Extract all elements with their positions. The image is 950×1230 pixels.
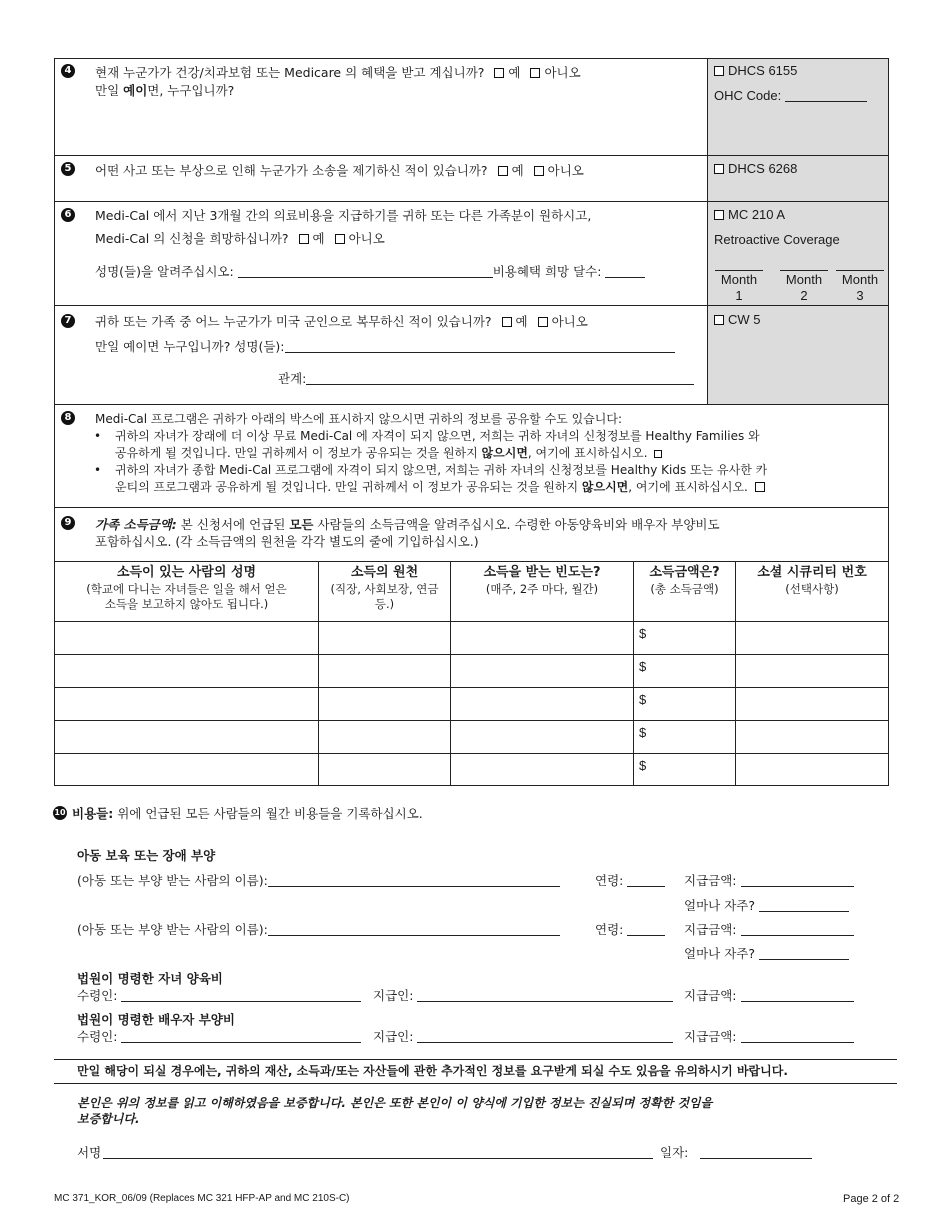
dependent-1-payment-field[interactable] [741,875,854,887]
q5-no-checkbox[interactable] [534,166,544,176]
question-5-number: 5 [61,162,75,176]
spousal-support-title: 법원이 명령한 배우자 부양비 [77,1012,235,1027]
col-ssn-header: 소셜 시큐리티 번호 (선택사항) [757,565,867,596]
income-amount-5[interactable]: $ [639,758,647,773]
question-9-number: 9 [61,516,75,530]
question-10-text: 비용들: 위에 언급된 모든 사람들의 월간 비용들을 기록하십시오. [72,806,423,821]
dependent-2-frequency: 얼마나 자주? [684,946,849,962]
spousal-support-amount: 지급금액: [684,1029,854,1045]
q6-office-checkbox[interactable] [714,210,724,220]
dependent-2-name-field[interactable] [268,924,560,936]
spousal-support-recipient: 수령인: [77,1029,361,1045]
question-8-number: 8 [61,411,75,425]
bullet-1-line1: 귀하의 자녀가 장래에 더 이상 무료 Medi-Cal 에 자격이 되지 않으면, 저희는 귀하 자녀의 신청정보를 Healthy Families 와 [115,429,760,443]
q4-office-checkbox[interactable] [714,66,724,76]
income-amount-2[interactable]: $ [639,659,647,674]
month-2[interactable]: Month 2 [780,270,828,303]
income-amount-4[interactable]: $ [639,725,647,740]
signature-field[interactable] [103,1147,653,1159]
question-7-number: 7 [61,314,75,328]
date-field[interactable] [700,1147,812,1159]
healthy-kids-opt-out-checkbox[interactable] [755,482,765,492]
q7-relation-field[interactable] [306,373,694,385]
dependent-1-name-field[interactable] [268,875,560,887]
bullet-2-line2: 운티의 프로그램과 공유하게 될 것입니다. 만일 귀하께서 이 정보가 공유되는 것을 원하지 않으시면, 여기에 표시하십시오. [115,480,769,495]
q7-no-checkbox[interactable] [538,317,548,327]
question-7-relation: 관계: [278,371,694,387]
question-5-text: 어떤 사고 또는 부상으로 인해 누군가가 소송을 제기하신 적이 있습니까? 예 아니오 [95,163,584,178]
certification-line1: 본인은 위의 정보를 읽고 이해하였음을 보증합니다. 본인은 또한 본인이 이 양식에 기입한 정보는 진실되며 정확한 것임을 [77,1096,713,1110]
month-1[interactable]: Month 1 [715,270,763,303]
q6-yes-checkbox[interactable] [299,234,309,244]
income-amount-1[interactable]: $ [639,626,647,641]
signature-row: 서명 [77,1145,653,1161]
question-7-names: 만일 예이면 누구입니까? 성명(들): [95,339,675,355]
spousal-support-recipient-field[interactable] [121,1031,361,1043]
spousal-support-payer: 지급인: [373,1029,673,1045]
additional-info-notice: 만일 해당이 되실 경우에는, 귀하의 재산, 소득과/또는 자산들에 관한 추가적인 정보를 요구받게 되실 수도 있음을 유의하시기 바랍니다. [77,1064,788,1078]
question-8-intro: Medi-Cal 프로그램은 귀하가 아래의 박스에 표시하지 않으시면 귀하의 정보를 공유할 수도 있습니다: [95,412,622,426]
q7-yes-checkbox[interactable] [502,317,512,327]
question-6-line2: Medi-Cal 의 신청을 희망하십니까? 예 아니오 [95,231,385,246]
question-6-line1: Medi-Cal 에서 지난 3개월 간의 의료비용을 지급하기를 귀하 또는 다른 가족분이 원하시고, [95,208,592,223]
q7-office-checkbox[interactable] [714,315,724,325]
q6-no-checkbox[interactable] [335,234,345,244]
question-4-text: 현재 누군가가 건강/치과보험 또는 Medicare 의 혜택을 받고 계십니까? 예 아니오 [95,65,581,80]
q6-months-field[interactable] [605,266,645,278]
question-10-number: 10 [53,806,67,820]
bullet-1-line2: 공유하게 될 것입니다. 만일 귀하께서 이 정보가 공유되는 것을 원하지 않으시면, 여기에 표시하십시오. [115,446,666,461]
question-9-line1: 가족 소득금액: 본 신청서에 언급된 모든 사람들의 소득금액을 알려주십시오. 수령한 아동양육비와 배우자 부양비도 [95,517,720,532]
q7-names-field[interactable] [285,341,675,353]
dependent-2-payment-field[interactable] [741,924,854,936]
question-6-names: 성명(들)을 알려주십시오: 비용혜택 희망 달수: [95,264,645,280]
child-support-recipient-field[interactable] [121,990,361,1002]
question-6-number: 6 [61,208,75,222]
child-support-payer: 지급인: [373,988,673,1004]
ohc-code-field[interactable] [785,90,867,102]
question-7-text: 귀하 또는 가족 중 어느 누군가가 미국 군인으로 복무하신 적이 있습니까? 예 아니오 [95,314,588,329]
date-row: 일자: [660,1145,812,1161]
col-name-header: 소득이 있는 사람의 성명 (학교에 다니는 자녀들은 일을 해서 얻은 소득을 보고하지 않아도 됩니다.) [86,565,287,611]
care-title: 아동 보육 또는 장애 부양 [77,848,216,863]
q5-yes-checkbox[interactable] [498,166,508,176]
child-support-recipient: 수령인: [77,988,361,1004]
certification-line2: 보증합니다. [77,1112,140,1126]
healthy-families-opt-out-checkbox[interactable] [654,450,662,458]
dependent-2-frequency-field[interactable] [759,948,849,960]
question-4-followup: 만일 예이면, 누구입니까? [95,83,235,98]
dependent-1-payment: 지급금액: [684,873,854,889]
bullet-2-line1: 귀하의 자녀가 종합 Medi-Cal 프로그램에 자격이 되지 않으면, 저희는 귀하 자녀의 신청정보를 Healthy Kids 또는 유사한 카 [115,463,768,477]
q4-side-form: DHCS 6155 [714,63,797,79]
form-id-footer: MC 371_KOR_06/09 (Replaces MC 321 HFP-AP and MC 210S-C) [54,1193,350,1204]
question-4-number: 4 [61,64,75,78]
q7-side-form: CW 5 [714,312,761,328]
spousal-support-payer-field[interactable] [417,1031,673,1043]
col-frequency-header: 소득을 받는 빈도는? (매주, 2주 마다, 월간) [483,565,601,596]
dependent-1-row: (아동 또는 부양 받는 사람의 이름): [77,873,560,889]
dependent-1-age: 연령: [595,873,665,889]
page-number: Page 2 of 2 [843,1193,900,1205]
dependent-1-frequency: 얼마나 자주? [684,898,849,914]
child-support-amount: 지급금액: [684,988,854,1004]
dependent-2-age: 연령: [595,922,665,938]
q5-side-form: DHCS 6268 [714,161,797,177]
dependent-2-payment: 지급금액: [684,922,854,938]
dependent-2-age-field[interactable] [627,924,665,936]
child-support-amount-field[interactable] [741,990,854,1002]
month-3[interactable]: Month 3 [836,270,884,303]
q4-no-checkbox[interactable] [530,68,540,78]
bullet-1-mark: • [94,429,102,443]
income-amount-3[interactable]: $ [639,692,647,707]
bullet-2-mark: • [94,463,102,477]
child-support-payer-field[interactable] [417,990,673,1002]
child-support-title: 법원이 명령한 자녀 양육비 [77,971,223,986]
col-source-header: 소득의 원천 (직장, 사회보장, 연금 등.) [330,565,439,611]
question-9-line2: 포함하십시오. (각 소득금액의 원천을 각각 별도의 줄에 기입하십시오.) [95,534,479,549]
dependent-1-age-field[interactable] [627,875,665,887]
q6-side-form: MC 210 A [714,207,785,223]
ohc-code: OHC Code: [714,88,867,104]
dependent-1-frequency-field[interactable] [759,900,849,912]
dependent-2-row: (아동 또는 부양 받는 사람의 이름): [77,922,560,938]
retroactive-coverage: Retroactive Coverage [714,232,840,247]
q6-names-field[interactable] [238,266,493,278]
col-amount-header: 소득금액은? (총 소득금액) [649,565,720,596]
spousal-support-amount-field[interactable] [741,1031,854,1043]
q4-yes-checkbox[interactable] [494,68,504,78]
q5-office-checkbox[interactable] [714,164,724,174]
